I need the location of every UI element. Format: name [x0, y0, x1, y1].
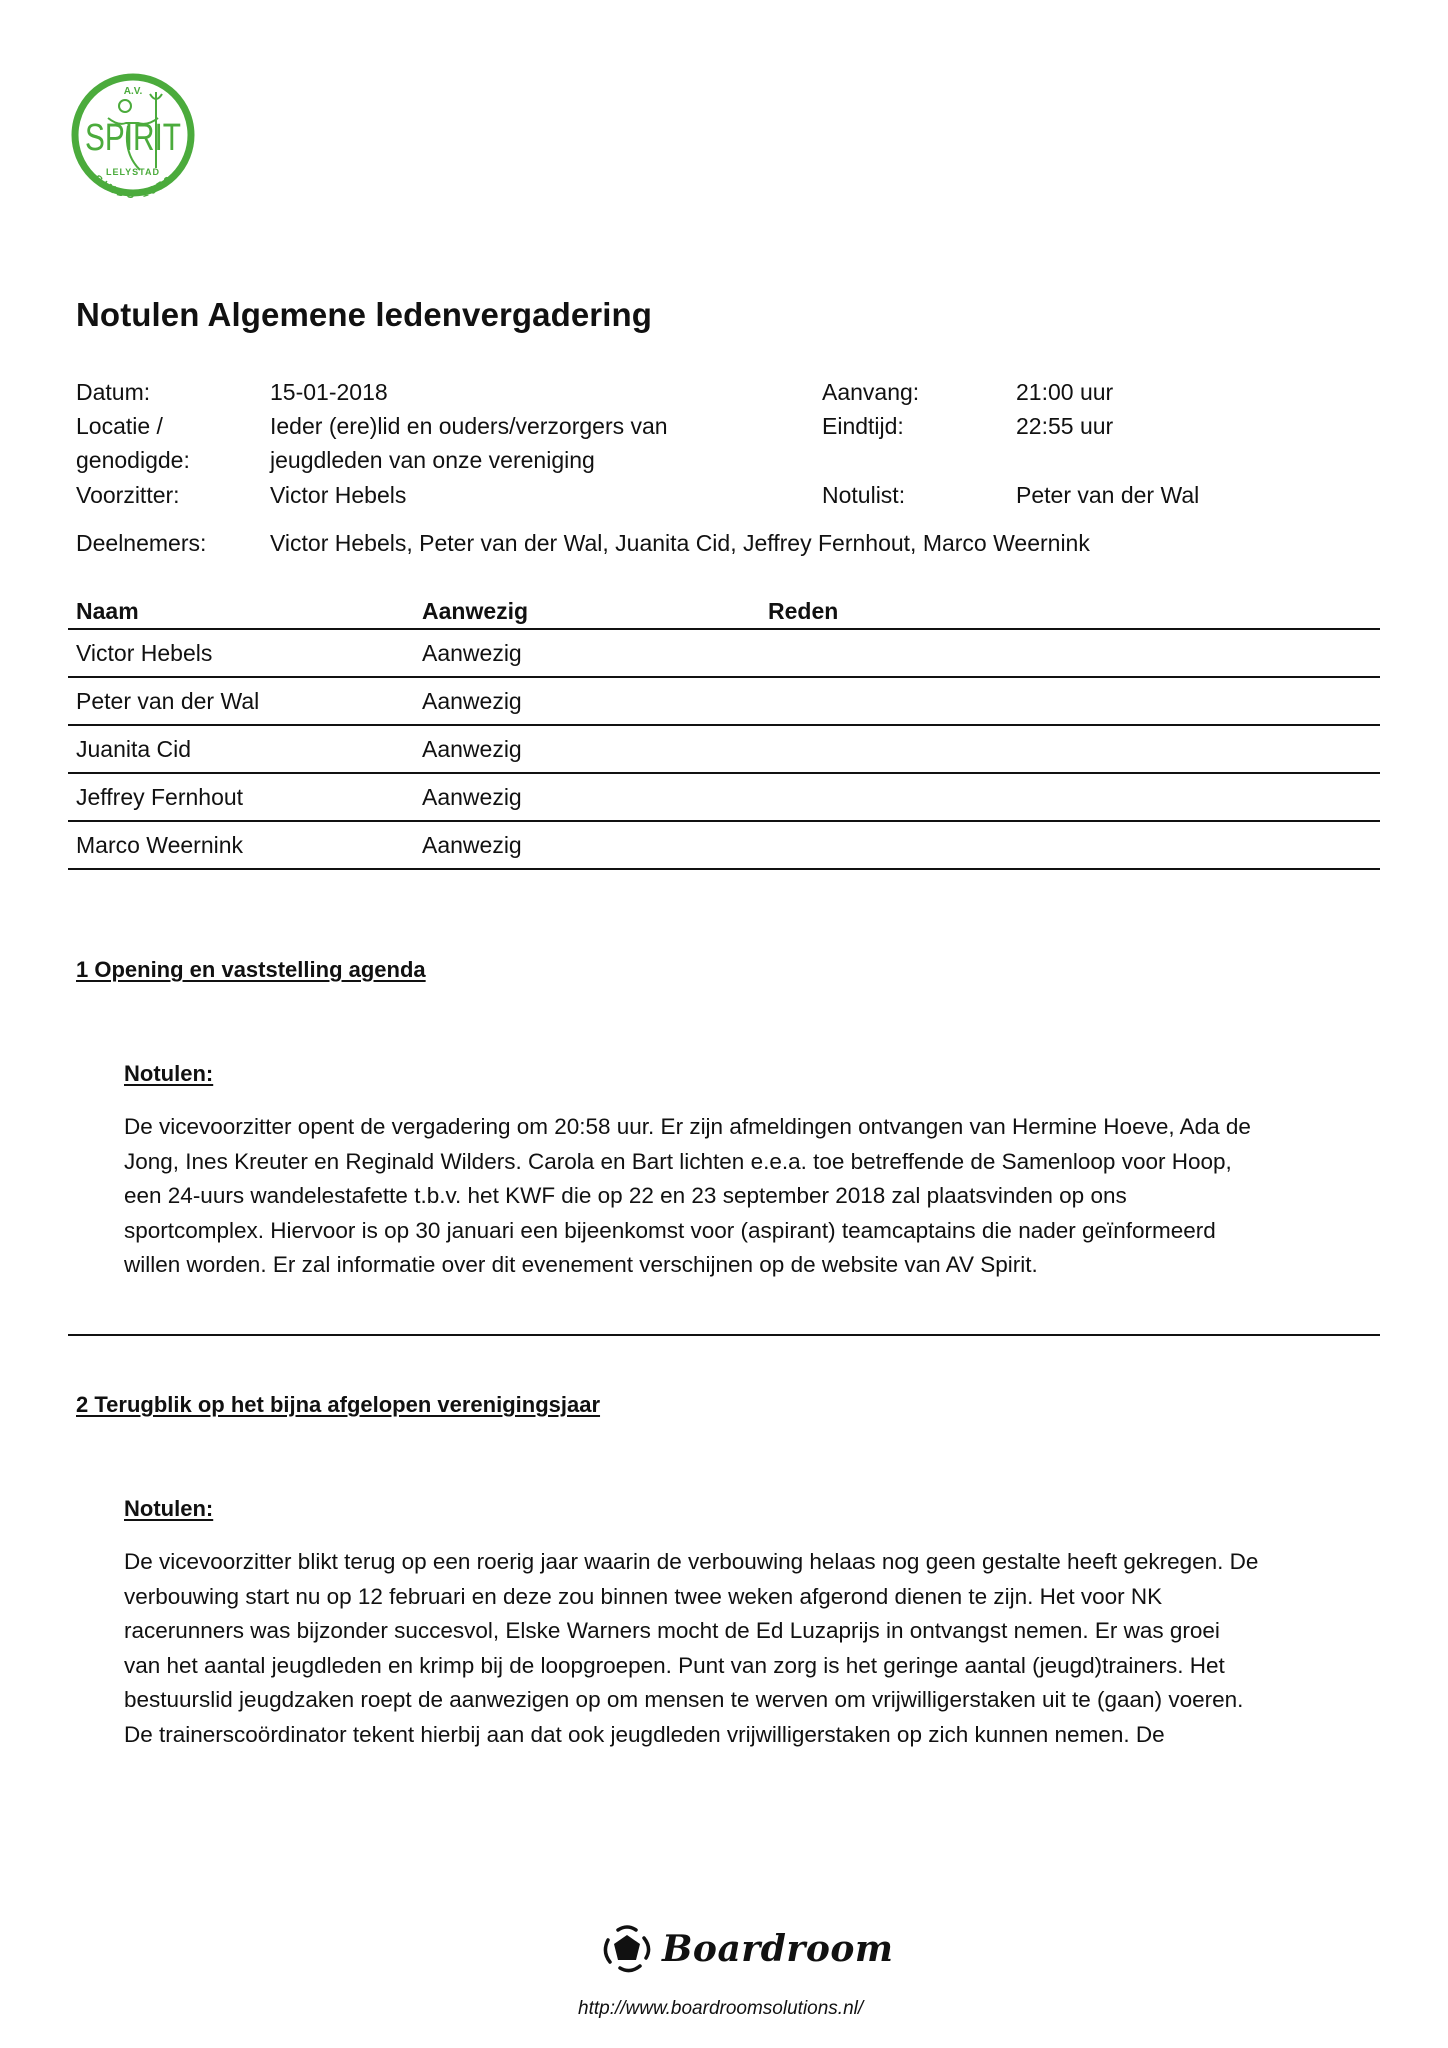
table-row [68, 822, 1380, 870]
page-title: Notulen Algemene ledenvergadering [76, 296, 653, 333]
section-2-notulen-text [124, 1545, 1364, 1752]
section-1-title: 1 Opening en vaststelling agenda [76, 957, 426, 982]
locatie-label-line1: Locatie / [76, 413, 163, 439]
text-line: verbouwing start nu op 12 februari en deze zou binnen twee weken afgerond dienen te zijn. Het voor NK [124, 1583, 1163, 1609]
text-line: een 24-uurs wandelestafette t.b.v. het KWF die op 22 en 23 september 2018 zal plaatsvinden op ons [124, 1183, 1127, 1208]
section-1-notulen-text [124, 1110, 1364, 1283]
deelnemers-value: Victor Hebels, Peter van der Wal, Juanita Cid, Jeffrey Fernhout, Marco Weernink [270, 530, 1090, 556]
cell-aanwezig: Aanwezig [422, 735, 522, 762]
cell-aanwezig: Aanwezig [422, 639, 522, 666]
text-line: willen worden. Er zal informatie over dit evenement verschijnen op de website van AV Spirit. [124, 1252, 1038, 1277]
header-naam: Naam [76, 598, 139, 624]
flower-icon [600, 1922, 654, 1976]
cell-aanwezig: Aanwezig [422, 687, 522, 714]
text-line: van het aantal jeugdleden en krimp bij de loopgroepen. Punt van zorg is het geringe aantal (jeugd)trainers. Het [124, 1652, 1225, 1678]
svg-text:SINDS 1972: SINDS 1972 [91, 172, 177, 202]
notulist-label: Notulist: [822, 482, 906, 508]
aanvang-value: 21:00 uur [1016, 379, 1114, 405]
footer-url-link[interactable]: http://www.boardroomsolutions.nl/ [578, 1998, 864, 2019]
text-line: Jong, Ines Kreuter en Reginald Wilders. Carola en Bart lichten e.e.a. toe betreffende de Samenloop voor Hoop, [124, 1148, 1232, 1174]
cell-naam: Jeffrey Fernhout [76, 783, 244, 810]
svg-text:LELYSTAD: LELYSTAD [105, 167, 161, 177]
locatie-value-line2: jeugdleden van onze vereniging [270, 447, 595, 473]
attendance-table [68, 594, 1380, 870]
cell-naam: Victor Hebels [76, 639, 213, 666]
text-line: racerunners was bijzonder succesvol, Elske Warners mocht de Ed Luzaprijs in ontvangst nemen. Er was groei [124, 1618, 1220, 1643]
locatie-value-line1: Ieder (ere)lid en ouders/verzorgers van [270, 413, 668, 439]
footer-brand: Boardroom [662, 1928, 894, 1970]
text-line: De vicevoorzitter blikt terug op een roerig jaar waarin de verbouwing helaas nog geen gestalte heeft gekregen. De [124, 1549, 1259, 1574]
table-row [68, 630, 1380, 678]
club-logo [68, 68, 198, 208]
text-line: De trainerscoördinator tekent hierbij aan dat ook jeugdleden vrijwilligerstaken op zich kunnen nemen. De [124, 1721, 1165, 1747]
datum-value: 15-01-2018 [270, 379, 388, 405]
cell-aanwezig: Aanwezig [422, 783, 522, 810]
cell-naam: Peter van der Wal [76, 687, 260, 714]
datum-label: Datum: [76, 379, 151, 405]
eindtijd-label: Eindtijd: [822, 413, 904, 439]
section-2-title: 2 Terugblik op het bijna afgelopen verenigingsjaar [76, 1392, 601, 1417]
text-line: bestuurslid jeugdzaken roept de aanwezigen op om mensen te werven om vrijwilligerstaken uit te (gaan) voeren. [124, 1687, 1244, 1712]
text-line: sportcomplex. Hiervoor is op 30 januari een bijeenkomst voor (aspirant) teamcaptains die nader geïnformeerd [124, 1217, 1216, 1243]
svg-text:A.V.: A.V. [123, 86, 143, 97]
header-reden: Reden [768, 598, 839, 624]
voorzitter-value: Victor Hebels [270, 482, 407, 508]
table-row [68, 726, 1380, 774]
section-2-notulen-label: Notulen: [124, 1496, 214, 1521]
text-line: De vicevoorzitter opent de vergadering om 20:58 uur. Er zijn afmeldingen ontvangen van Hermine Hoeve, Ada de [124, 1114, 1251, 1139]
deelnemers-label: Deelnemers: [76, 530, 207, 556]
cell-naam: Juanita Cid [76, 735, 192, 762]
notulist-value: Peter van der Wal [1016, 482, 1200, 508]
table-row [68, 774, 1380, 822]
cell-aanwezig: Aanwezig [422, 831, 522, 858]
section-divider [68, 1334, 1380, 1336]
locatie-label-line2: genodigde: [76, 447, 190, 473]
aanvang-label: Aanvang: [822, 379, 920, 405]
cell-naam: Marco Weernink [76, 831, 244, 858]
section-1-notulen-label: Notulen: [124, 1061, 214, 1086]
spirit-logo-icon [68, 68, 198, 208]
voorzitter-label: Voorzitter: [76, 482, 180, 508]
svg-text:SPIRIT: SPIRIT [85, 117, 181, 159]
table-header [68, 594, 1380, 630]
header-aanwezig: Aanwezig [422, 598, 529, 624]
table-row [68, 678, 1380, 726]
eindtijd-value: 22:55 uur [1016, 413, 1114, 439]
footer-logo [600, 1922, 894, 1976]
